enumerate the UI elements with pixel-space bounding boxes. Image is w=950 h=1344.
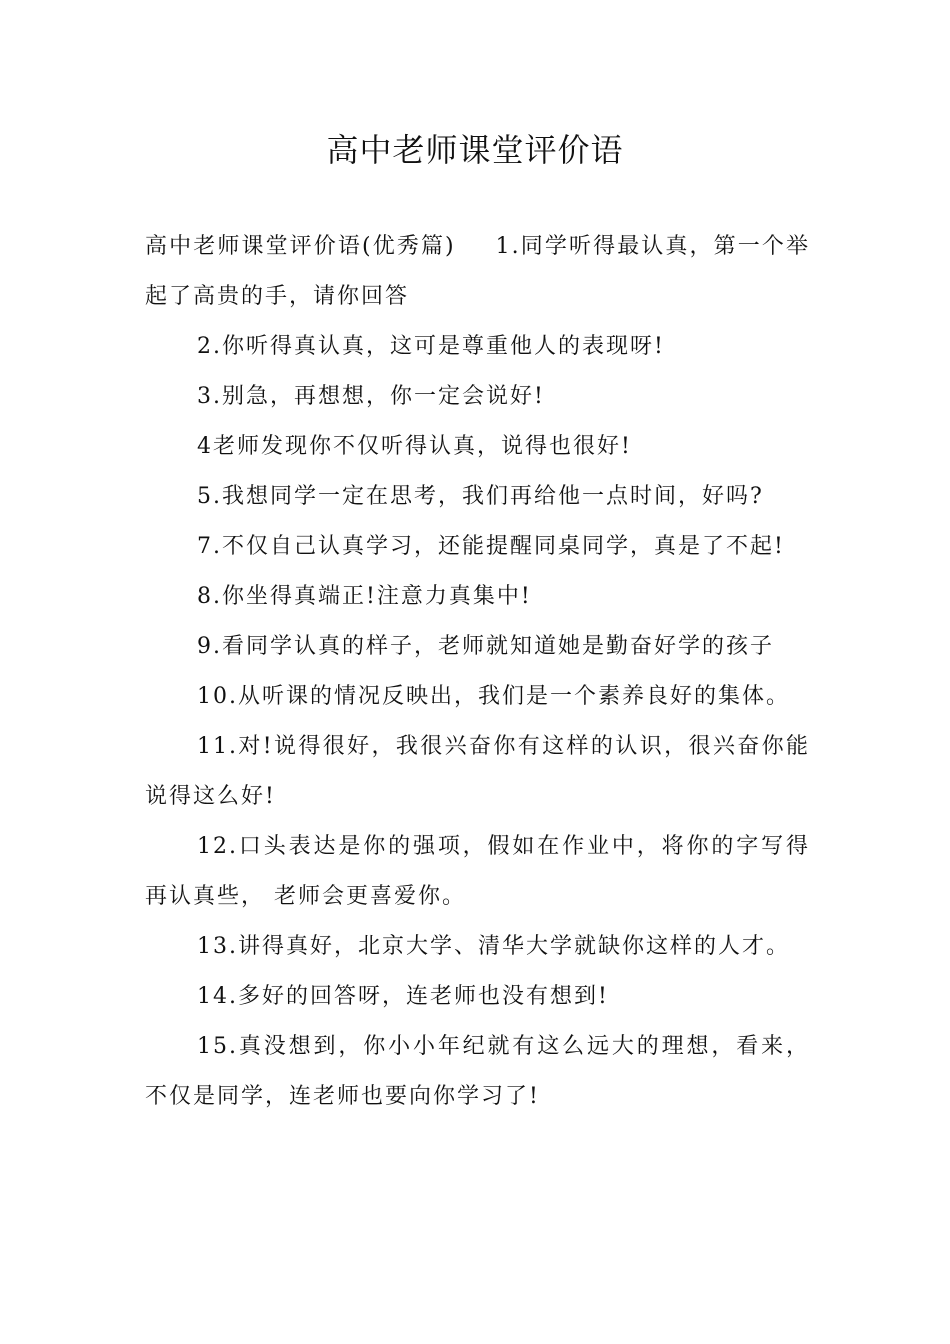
list-item: 5.我想同学一定在思考，我们再给他一点时间，好吗? [197, 484, 764, 509]
list-item: 11.对!说得很好，我很兴奋你有这样的认识，很兴奋你能说得这么好! [145, 734, 810, 809]
document-body [145, 222, 810, 1122]
list-item: 3.别急，再想想，你一定会说好! [197, 384, 545, 409]
list-item: 13.讲得真好，北京大学、清华大学就缺你这样的人才。 [197, 934, 790, 959]
list-item: 14.多好的回答呀，连老师也没有想到! [197, 984, 609, 1009]
list-item: 12.口头表达是你的强项，假如在作业中，将你的字写得再认真些， 老师会更喜爱你。 [145, 834, 810, 909]
document-title: 高中老师课堂评价语 [326, 131, 624, 169]
intro-heading: 高中老师课堂评价语(优秀篇) [145, 234, 456, 259]
list-item: 4老师发现你不仅听得认真，说得也很好! [197, 434, 632, 459]
list-item: 8.你坐得真端正!注意力真集中! [197, 584, 532, 609]
list-item: 7.不仅自己认真学习，还能提醒同桌同学，真是了不起! [197, 534, 785, 559]
list-item: 15.真没想到，你小小年纪就有这么远大的理想，看来，不仅是同学，连老师也要向你学习了! [145, 1034, 810, 1109]
list-item: 10.从听课的情况反映出，我们是一个素养良好的集体。 [197, 684, 790, 709]
list-item: 2.你听得真认真，这可是尊重他人的表现呀! [197, 334, 665, 359]
list-item: 9.看同学认真的样子，老师就知道她是勤奋好学的孩子 [197, 634, 774, 659]
intro-paragraph [145, 222, 810, 322]
intro-item: 1.同学听得最认真，第一个举起了高贵的手，请你回答 [145, 234, 810, 309]
